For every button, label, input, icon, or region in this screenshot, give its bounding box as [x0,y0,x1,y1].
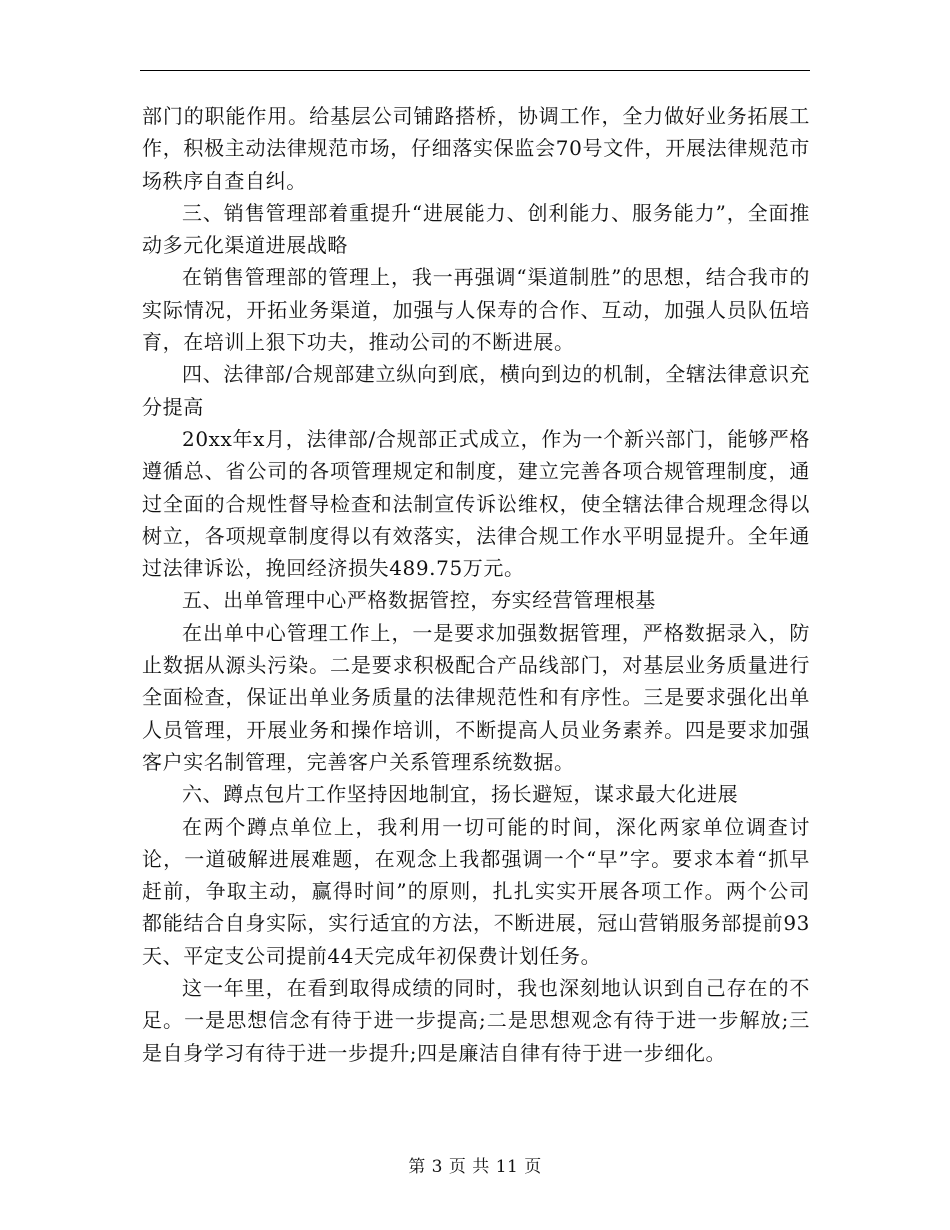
section-heading-5: 五、出单管理中心严格数据管控，夯实经营管理根基 [182,588,656,613]
paragraph: 在销售管理部的管理上，我一再强调“渠道制胜”的思想，结合我市的实际情况，开拓业务渠道，加强与人保寿的合作、互动，加强人员队伍培育，在培训上狠下功夫，推动公司的不断进展。 [142,265,810,355]
section-heading-3: 三、销售管理部着重提升“进展能力、创利能力、服务能力”，全面推动多元化渠道进展战略 [142,200,810,258]
paragraph: 在两个蹲点单位上，我利用一切可能的时间，深化两家单位调查讨论，一道破解进展难题，在观念上我都强调一个“早”字。要求本着“抓早赶前，争取主动，赢得时间”的原则，扎扎实实开展各项工作。两个公司都能结合自身实际，实行适宜的方法，不断进展，冠山营销服务部提前93天、平定支公司提前44天完成年初保费计划任务。 [142,814,810,968]
section-heading-4: 四、法律部/合规部建立纵向到底，横向到边的机制，全辖法律意识充分提高 [142,362,810,419]
paragraph: 在出单中心管理工作上，一是要求加强数据管理，严格数据录入，防止数据从源头污染。二是要求积极配合产品线部门，对基层业务质量进行全面检查，保证出单业务质量的法律规范性和有序性。三是要求强化出单人员管理，开展业务和操作培训，不断提高人员业务素养。四是要求加强客户实名制管理，完善客户关系管理系统数据。 [142,620,810,774]
page-number-footer: 第 3 页 共 11 页 [408,1157,542,1177]
paragraph: 部门的职能作用。给基层公司铺路搭桥，协调工作，全力做好业务拓展工作，积极主动法律规范市场，仔细落实保监会70号文件，开展法律规范市场秩序自查自纠。 [142,104,810,193]
header-rule [140,70,810,71]
paragraph: 20xx年x月，法律部/合规部正式成立，作为一个新兴部门，能够严格遵循总、省公司的各项管理规定和制度，建立完善各项合规管理制度，通过全面的合规性督导检查和法制宣传诉讼维权，使全辖法律合规理念得以树立，各项规章制度得以有效落实，法律合规工作水平明显提升。全年通过法律诉讼，挽回经济损失489.75万元。 [142,426,810,581]
paragraph: 这一年里，在看到取得成绩的同时，我也深刻地认识到自己存在的不足。一是思想信念有待于进一步提高;二是思想观念有待于进一步解放;三是自身学习有待于进一步提升;四是廉洁自律有待于进一步细化。 [142,976,810,1065]
document-body [142,100,810,1069]
section-heading-6: 六、蹲点包片工作坚持因地制宜，扬长避短，谋求最大化进展 [182,782,739,807]
